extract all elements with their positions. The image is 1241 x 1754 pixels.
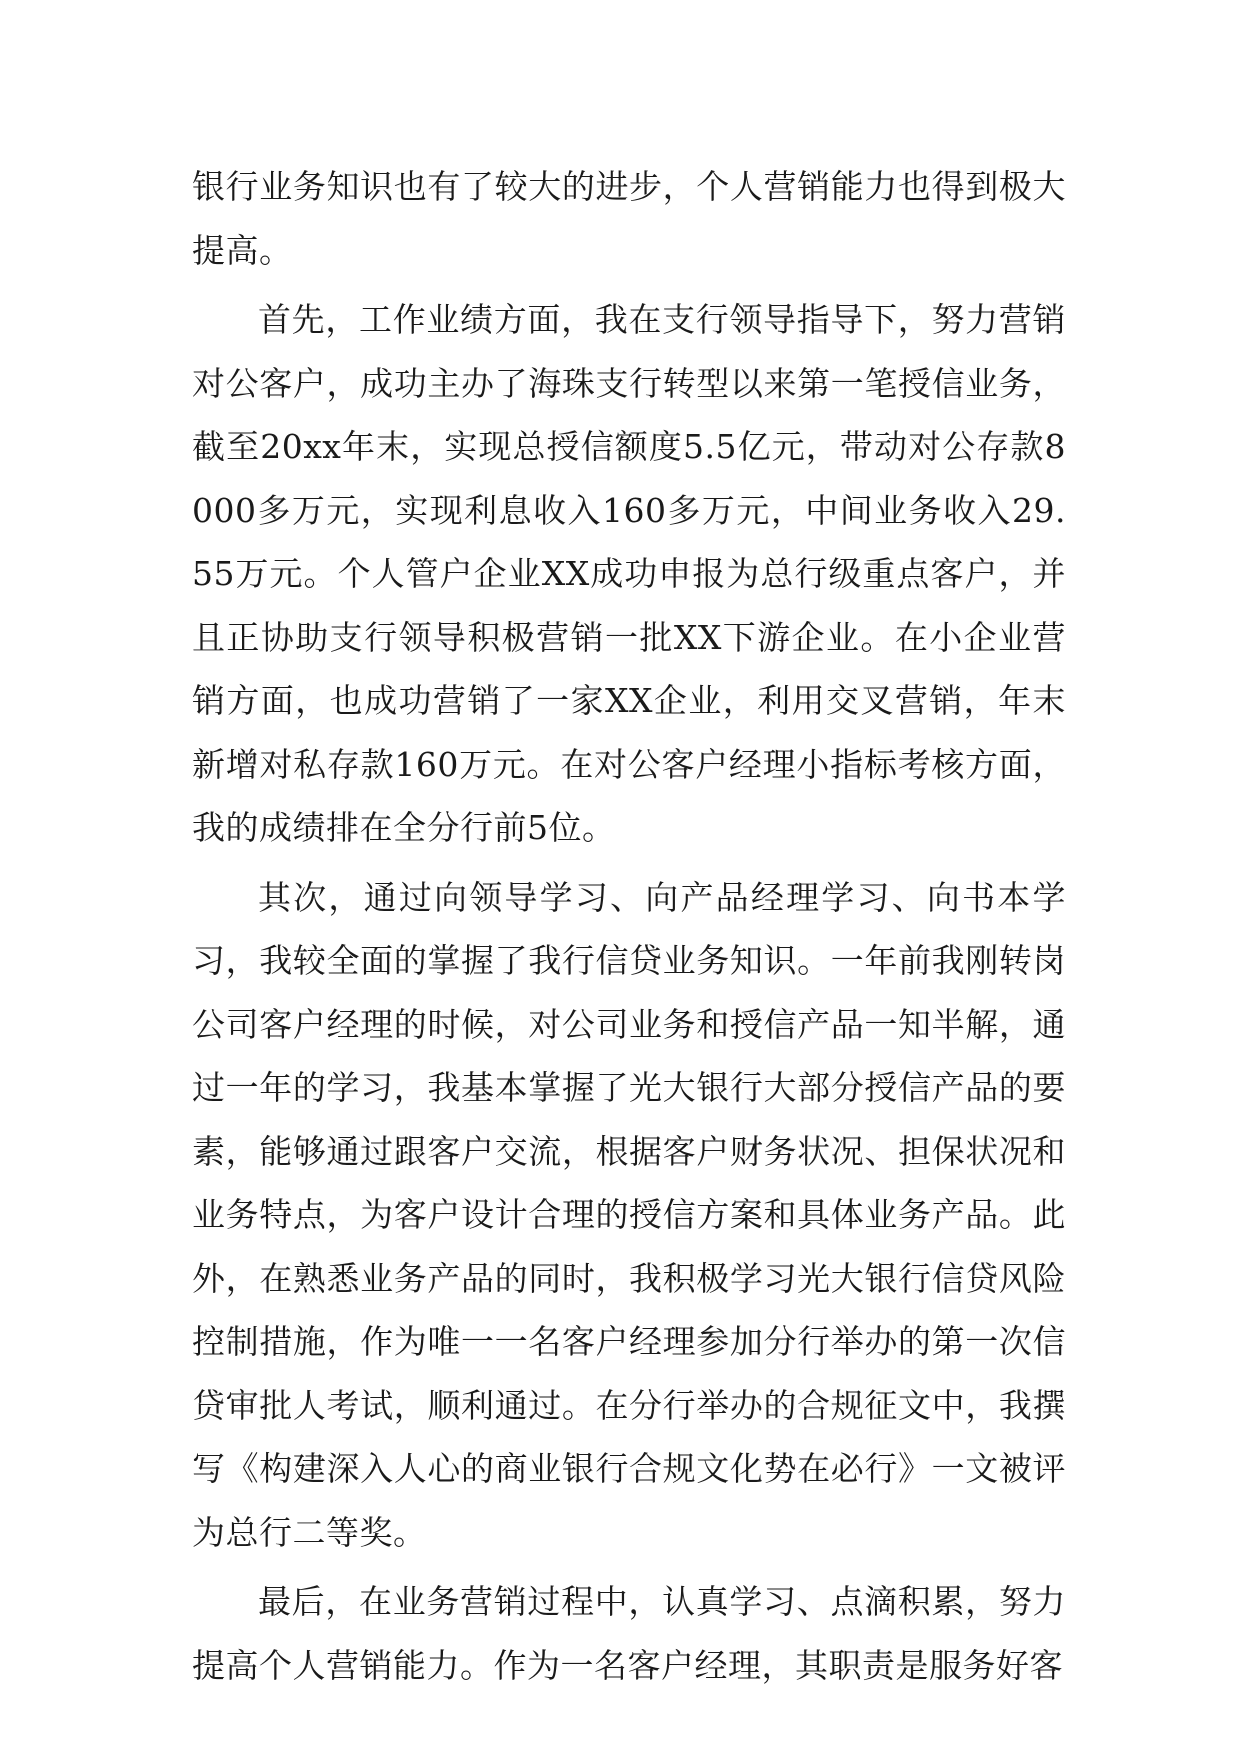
paragraph-learning: 其次，通过向领导学习、向产品经理学习、向书本学习，我较全面的掌握了我行信贷业务知识。一年前我刚转岗公司客户经理的时候，对公司业务和授信产品一知半解，通过一年的学习，我基本掌握了光大银行大部分授信产品的要素，能够通过跟客户交流，根据客户财务状况、担保状况和业务特点，为客户设计合理的授信方案和具体业务产品。此外，在熟悉业务产品的同时，我积极学习光大银行信贷风险控制措施，作为唯一一名客户经理参加分行举办的第一次信贷审批人考试，顺利通过。在分行举办的合规征文中，我撰写《构建深入人心的商业银行合规文化势在必行》一文被评为总行二等奖。 <box>192 877 1066 1552</box>
paragraph-marketing: 最后，在业务营销过程中，认真学习、点滴积累，努力提高个人营销能力。作为一名客户经理，其职责是服务好客 <box>192 1582 1066 1685</box>
paragraph-continuation: 银行业务知识也有了较大的进步，个人营销能力也得到极大提高。 <box>192 167 1066 270</box>
paragraph-work-performance: 首先，工作业绩方面，我在支行领导指导下，努力营销对公客户，成功主办了海珠支行转型以来第一笔授信业务，截至20xx年末，实现总授信额度5.5亿元，带动对公存款8000多万元，实现利息收入160多万元，中间业务收入29.55万元。个人管户企业XX成功申报为总行级重点客户，并且正协助支行领导积极营销一批XX下游企业。在小企业营销方面，也成功营销了一家XX企业，利用交叉营销，年末新增对私存款160万元。在对公客户经理小指标考核方面，我的成绩排在全分行前5位。 <box>192 300 1066 847</box>
